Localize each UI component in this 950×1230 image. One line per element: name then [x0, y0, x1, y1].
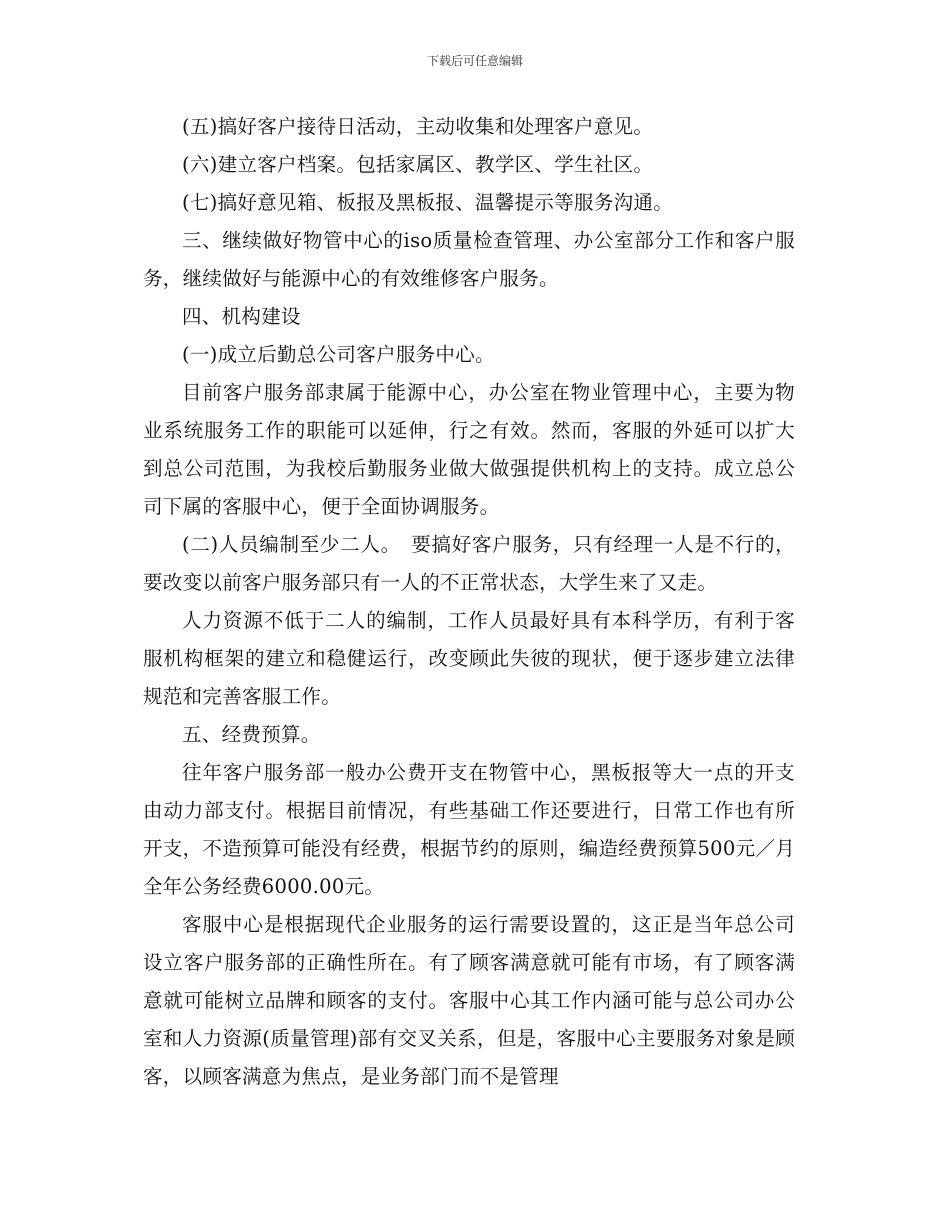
paragraph-item-6: (六)建立客户档案。包括家属区、教学区、学生社区。: [182, 153, 654, 176]
section-heading-5: 五、经费预算。: [182, 723, 321, 746]
paragraph-item-2: (二)人员编制至少二人。 要搞好客户服务，只有经理一人是不行的，要改变以前客户服务部只有一人的不正常状态，大学生来了又走。: [143, 533, 795, 594]
paragraph-body-service-center: 客服中心是根据现代企业服务的运行需要设置的，这正是当年总公司设立客户服务部的正确性所在。有了顾客满意就可能有市场，有了顾客满意就可能树立品牌和顾客的支付。客服中心其工作内涵可能与总公司办公室和人力资源(质量管理)部有交叉关系，但是，客服中心主要服务对象是顾客，以顾客满意为焦点，是业务部门而不是管理: [143, 913, 795, 1088]
paragraph-body-budget: 往年客户服务部一般办公费开支在物管中心，黑板报等大一点的开支由动力部支付。根据目前情况，有些基础工作还要进行，日常工作也有所开支，不造预算可能没有经费，根据节约的原则，编造经费预算500元／月全年公务经费6000.00元。: [143, 761, 795, 898]
paragraph-body-current-status: 目前客户服务部隶属于能源中心，办公室在物业管理中心，主要为物业系统服务工作的职能可以延伸，行之有效。然而，客服的外延可以扩大到总公司范围，为我校后勤服务业做大做强提供机构上的支持。成立总公司下属的客服中心，便于全面协调服务。: [143, 381, 795, 518]
section-heading-4: 四、机构建设: [182, 305, 301, 328]
document-body: [143, 108, 795, 1096]
page-header: 下载后可任意编辑: [426, 54, 523, 68]
paragraph-item-5: (五)搞好客户接待日活动，主动收集和处理客户意见。: [182, 115, 654, 138]
paragraph-item-1: (一)成立后勤总公司客户服务中心。: [182, 343, 495, 366]
paragraph-section-3: 三、继续做好物管中心的iso质量检查管理、办公室部分工作和客户服务，继续做好与能源中心的有效维修客户服务。: [143, 229, 795, 290]
paragraph-body-staffing: 人力资源不低于二人的编制，工作人员最好具有本科学历，有利于客服机构框架的建立和稳健运行，改变顾此失彼的现状，便于逐步建立法律规范和完善客服工作。: [143, 609, 795, 708]
paragraph-item-7: (七)搞好意见箱、板报及黑板报、温馨提示等服务沟通。: [182, 191, 674, 214]
